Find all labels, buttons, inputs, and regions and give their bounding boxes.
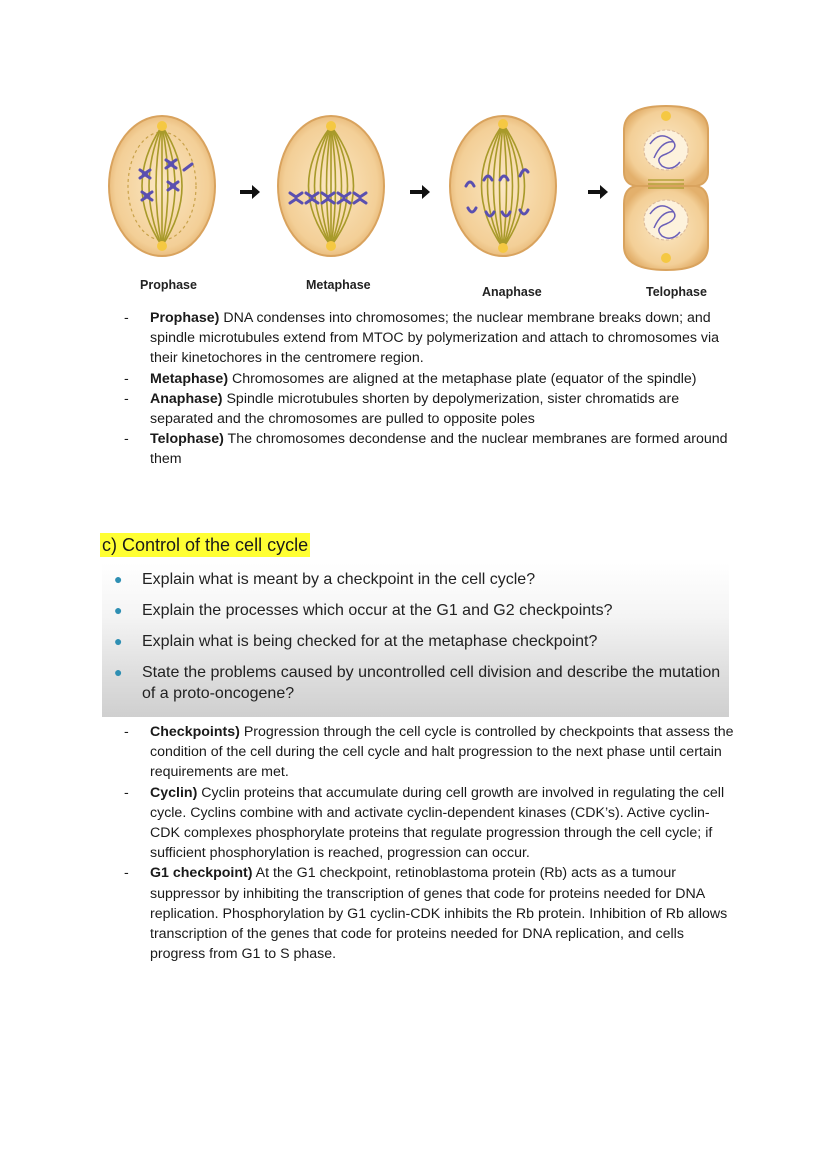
list-item xyxy=(118,783,738,864)
phase-label-anaphase: Anaphase xyxy=(482,285,542,299)
bullet-dot-icon: ● xyxy=(114,571,123,587)
note-text: The chromosomes decondense and the nuclear membranes are formed around them xyxy=(150,431,728,468)
note-text: At the G1 checkpoint, retinoblastoma protein (Rb) acts as a tumour suppressor by inhibiting the transcription of genes that code for proteins needed for DNA replication. Phosphorylation by G1 cyclin-CDK inhibits the Rb protein. Inhibition of Rb allows transcription of the genes that code for proteins needed for DNA replication, and cells progress from G1 to S phase. xyxy=(150,865,728,963)
phase-label-metaphase: Metaphase xyxy=(306,278,371,292)
anaphase-cell xyxy=(450,116,556,256)
bullet-marker: - xyxy=(124,370,129,387)
arrow-icon xyxy=(240,185,260,199)
list-item xyxy=(118,369,738,389)
bullet-dot-icon: ● xyxy=(114,664,123,680)
bullet-marker: - xyxy=(124,784,129,801)
phase-label-telophase: Telophase xyxy=(646,285,707,299)
section-heading: c) Control of the cell cycle xyxy=(102,535,309,555)
list-item xyxy=(118,389,738,429)
note-text: Spindle microtubules shorten by depolymerization, sister chromatids are separated and the chromosomes are pulled to opposite poles xyxy=(150,390,680,428)
objective-text: Explain what is being checked for at the metaphase checkpoint? xyxy=(142,633,598,650)
objective-text: Explain the processes which occur at the G1 and G2 checkpoints? xyxy=(142,602,613,619)
list-item xyxy=(118,429,738,469)
bullet-dot-icon: ● xyxy=(114,633,123,649)
note-term: G1 checkpoint) xyxy=(150,865,253,882)
bullet-marker: - xyxy=(124,390,129,407)
objective-item xyxy=(112,631,722,652)
bullet-marker: - xyxy=(124,431,129,448)
bullet-marker: - xyxy=(124,865,129,882)
objective-item xyxy=(112,662,722,704)
list-item xyxy=(118,722,738,783)
bullet-dot-icon: ● xyxy=(114,602,123,618)
objective-text: State the problems caused by uncontrolled cell division and describe the mutation of a proto-oncogene? xyxy=(142,664,721,702)
note-term: Metaphase) xyxy=(150,370,229,387)
objective-item xyxy=(112,569,722,590)
phase-notes-list xyxy=(118,308,738,470)
arrow-icon xyxy=(410,185,430,199)
bullet-marker: - xyxy=(124,310,129,326)
bullet-marker: - xyxy=(124,724,129,740)
arrow-icon xyxy=(588,185,608,199)
note-term: Telophase) xyxy=(150,431,224,448)
note-term: Checkpoints) xyxy=(150,724,240,740)
telophase-cells xyxy=(624,106,708,270)
objective-text: Explain what is meant by a checkpoint in the cell cycle? xyxy=(142,571,536,588)
prophase-cell xyxy=(109,116,215,256)
list-item xyxy=(118,308,738,369)
note-term: Anaphase) xyxy=(150,390,223,407)
note-term: Cyclin) xyxy=(150,784,198,801)
note-text: Progression through the cell cycle is controlled by checkpoints that assess the condition of the cell during the cell cycle and halt progression to the next phase until certain requirements are met. xyxy=(150,724,734,781)
note-term: Prophase) xyxy=(150,310,220,326)
mitosis-figure xyxy=(100,100,730,305)
metaphase-cell xyxy=(278,116,384,256)
list-item xyxy=(118,863,738,964)
phase-label-prophase: Prophase xyxy=(140,278,197,292)
note-text: DNA condenses into chromosomes; the nuclear membrane breaks down; and spindle microtubules extend from MTOC by polymerization and attach to chromosomes via their kinetochores in the centromere region. xyxy=(150,310,720,367)
objective-item xyxy=(112,600,722,621)
note-text: Chromosomes are aligned at the metaphase plate (equator of the spindle) xyxy=(228,370,697,387)
control-notes-list xyxy=(118,722,738,964)
note-text: Cyclin proteins that accumulate during cell growth are involved in regulating the cell cycle. Cyclins combine with and activate cyclin-dependent kinases (CDK’s). Active cyclin-CDK complexes phosphorylate proteins that regulate progression through the cell cycle; if sufficient phosphorylation is reached, progression can occur. xyxy=(150,784,725,862)
mitosis-diagram xyxy=(100,100,730,305)
objectives-panel xyxy=(102,563,729,717)
